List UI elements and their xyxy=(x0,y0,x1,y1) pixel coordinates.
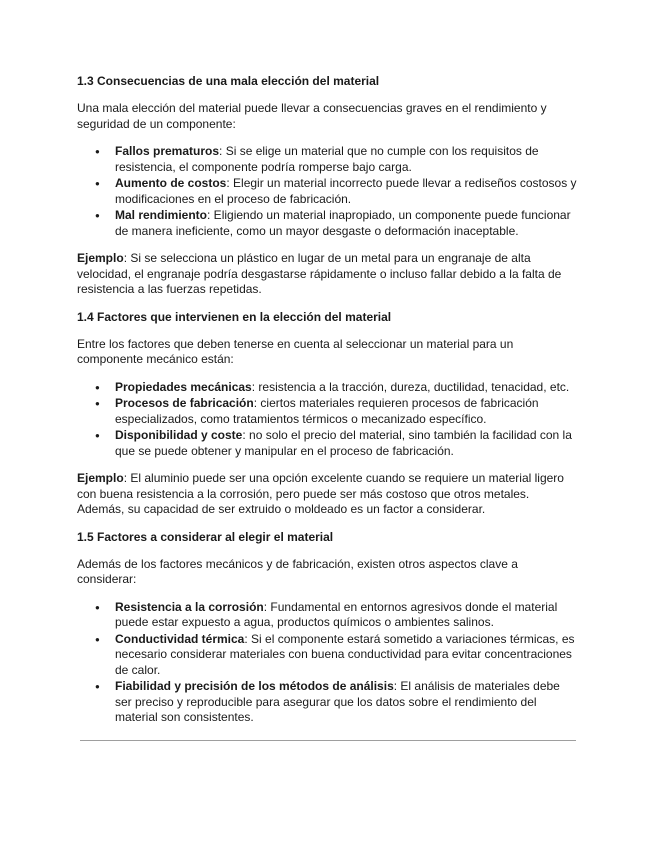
example-label: Ejemplo xyxy=(77,251,124,265)
list-item-text: : no solo el precio del material, sino también la facilidad con la que se puede obtener y manipular en el proceso de fabricación. xyxy=(115,428,572,458)
example-paragraph-1-3 xyxy=(77,251,579,298)
list-item-term: Propiedades mecánicas xyxy=(115,379,252,394)
example-text: : Si se selecciona un plástico en lugar de un metal para un engranaje de alta velocidad, el engranaje podría desgastarse rápidamente o incluso fallar debido a la falta de resistencia a las fuerzas repetidas. xyxy=(77,251,562,296)
list-item-term: Fiabilidad y precisión de los métodos de análisis xyxy=(115,679,394,693)
list-item xyxy=(77,632,579,679)
example-text: : El aluminio puede ser una opción excelente cuando se requiere un material ligero con buena resistencia a la corrosión, pero puede ser más costoso que otros metales. Además, su capacidad de ser extruido o moldeado es un factor a considerar. xyxy=(77,471,564,516)
list-item-term: Conductividad térmica xyxy=(115,631,245,646)
example-paragraph-1-4 xyxy=(77,471,579,518)
section-heading-1-3: 1.3 Consecuencias de una mala elección del material xyxy=(77,74,380,88)
list-item xyxy=(77,380,579,396)
list-item xyxy=(77,600,579,631)
list-item-term: Mal rendimiento xyxy=(115,208,208,222)
section-intro-1-4: Entre los factores que deben tenerse en cuenta al seleccionar un material para un componente mecánico están: xyxy=(77,336,514,366)
list-item-term: Resistencia a la corrosión xyxy=(115,599,264,614)
document-page xyxy=(77,74,579,738)
list-item-text: : Fundamental en entornos agresivos donde el material puede estar expuesto a agua, productos químicos o ambientes salinos. xyxy=(115,599,558,629)
section-1-5 xyxy=(77,530,579,726)
list-item-text: : Eligiendo un material inapropiado, un componente puede funcionar de manera ineficiente, como un mayor desgaste o deformación inaceptable. xyxy=(115,208,571,238)
section-intro-1-3: Una mala elección del material puede llevar a consecuencias graves en el rendimiento y seguridad de un componente: xyxy=(77,101,547,131)
bullet-list-1-4 xyxy=(77,380,579,460)
list-item-text: : Elegir un material incorrecto puede llevar a rediseños costosos y modificaciones en el proceso de fabricación. xyxy=(115,176,577,206)
section-intro-1-5: Además de los factores mecánicos y de fabricación, existen otros aspectos clave a considerar: xyxy=(77,556,518,586)
list-item-text: : El análisis de materiales debe ser preciso y reproducible para asegurar que los datos sobre el rendimiento del material son consistentes. xyxy=(115,679,560,724)
bullet-list-1-5 xyxy=(77,600,579,726)
bullet-list-1-3 xyxy=(77,144,579,239)
list-item-text: : resistencia a la tracción, dureza, ductilidad, tenacidad, etc. xyxy=(251,379,570,394)
list-item-text: : Si se elige un material que no cumple con los requisitos de resistencia, el componente podría romperse bajo carga. xyxy=(115,144,539,174)
example-label: Ejemplo xyxy=(77,471,124,485)
list-item-text: : Si el componente estará sometido a variaciones térmicas, es necesario considerar materiales con buena conductividad para evitar concentraciones de calor. xyxy=(115,631,575,677)
list-item xyxy=(77,208,579,239)
list-item-text: : ciertos materiales requieren procesos de fabricación especializados, como tratamientos térmicos o mecanizado específico. xyxy=(115,396,539,426)
list-item xyxy=(77,176,579,207)
section-heading-1-4: 1.4 Factores que intervienen en la elección del material xyxy=(77,309,392,324)
list-item-term: Procesos de fabricación xyxy=(115,396,254,410)
section-1-4 xyxy=(77,310,579,518)
horizontal-divider xyxy=(80,740,576,741)
section-1-3 xyxy=(77,74,579,298)
list-item xyxy=(77,144,579,175)
list-item-term: Disponibilidad y coste xyxy=(115,428,243,442)
list-item xyxy=(77,679,579,726)
list-item-term: Aumento de costos xyxy=(115,176,227,190)
list-item xyxy=(77,428,579,459)
list-item xyxy=(77,396,579,427)
list-item-term: Fallos prematuros xyxy=(115,144,220,158)
section-heading-1-5: 1.5 Factores a considerar al elegir el material xyxy=(77,529,334,544)
